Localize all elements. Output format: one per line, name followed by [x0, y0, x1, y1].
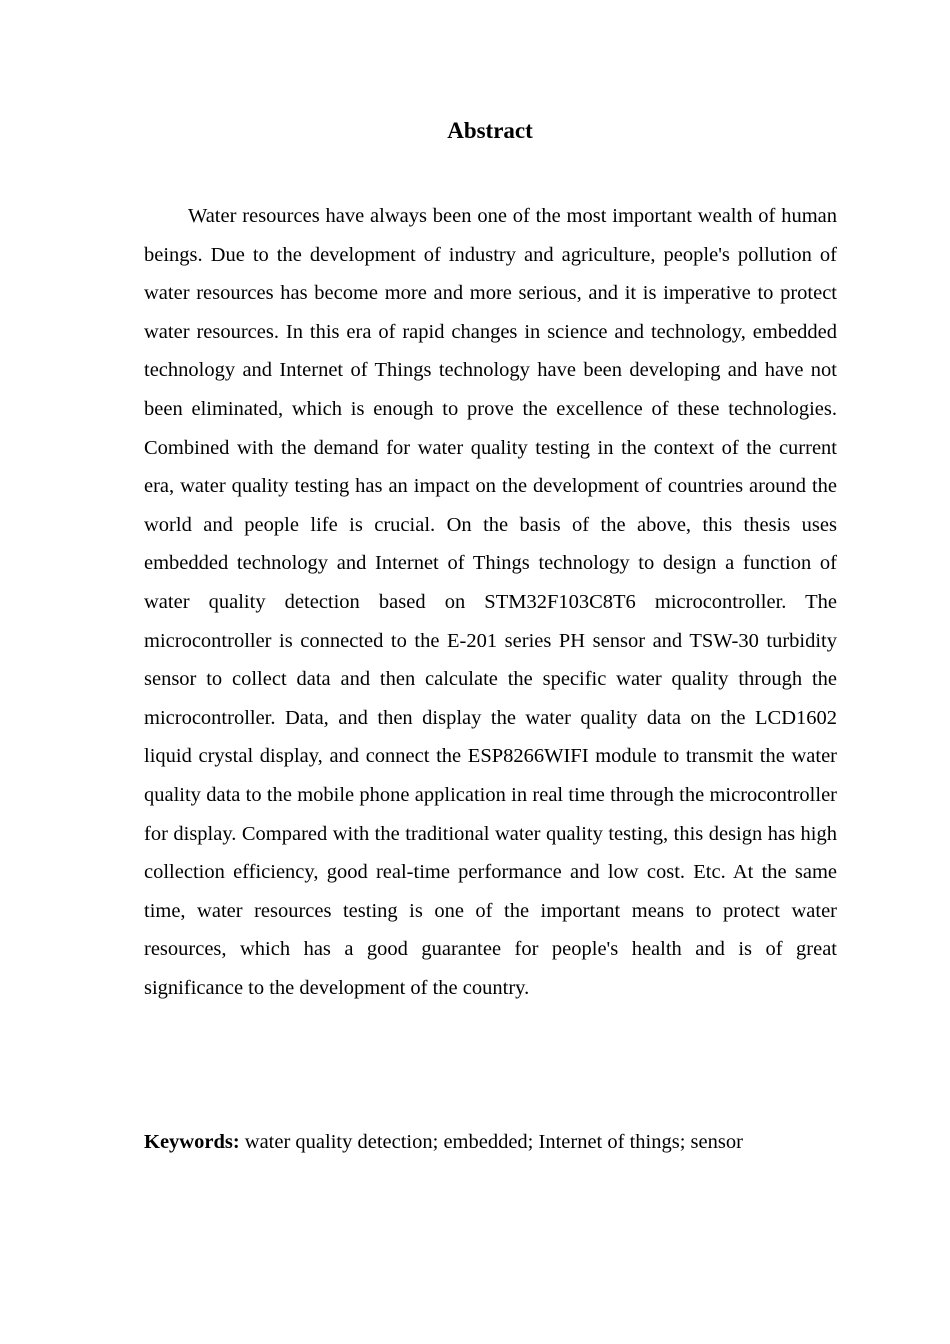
keywords-line	[144, 1123, 837, 1161]
keywords-label: Keywords:	[144, 1131, 240, 1153]
keywords-text: water quality detection; embedded; Internet of things; sensor	[239, 1131, 743, 1153]
abstract-title: Abstract	[447, 118, 533, 143]
abstract-body: Water resources have always been one of the most important wealth of human beings. Due to the development of industry and agriculture, people's pollution of water resources has become more and more serious, and it is imperative to protect water resources. In this era of rapid changes in science and technology, embedded technology and Internet of Things technology have been developing and have not been eliminated, which is enough to prove the excellence of these technologies. Combined with the demand for water quality testing in the context of the current era, water quality testing has an impact on the development of countries around the world and people life is crucial. On the basis of the above, this thesis uses embedded technology and Internet of Things technology to design a function of water quality detection based on STM32F103C8T6 microcontroller. The microcontroller is connected to the E-201 series PH sensor and TSW-30 turbidity sensor to collect data and then calculate the specific water quality through the microcontroller. Data, and then display the water quality data on the LCD1602 liquid crystal display, and connect the ESP8266WIFI module to transmit the water quality data to the mobile phone application in real time through the microcontroller for display. Compared with the traditional water quality testing, this design has high collection efficiency, good real-time performance and low cost. Etc. At the same time, water resources testing is one of the important means to protect water resources, which has a good guarantee for people's health and is of great significance to the development of the country.	[144, 205, 837, 999]
